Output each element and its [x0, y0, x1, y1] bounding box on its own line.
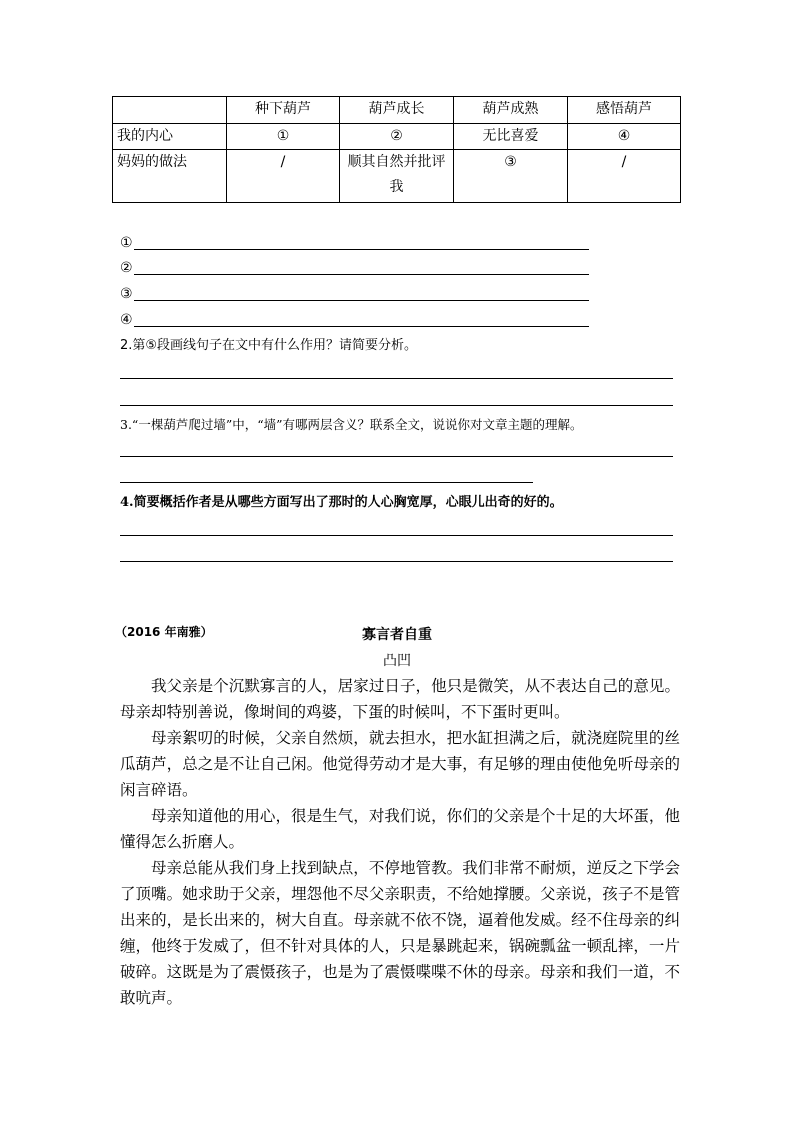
passage-source: （2016 年南雅）: [115, 625, 213, 639]
paragraph: 母亲絮叨的时候，父亲自然烦，就去担水，把水缸担满之后，就浇庭院里的丝瓜葫芦，总之是不让自己闲。他觉得劳动才是大事，有足够的理由使他免听母亲的闲言碎语。: [120, 729, 680, 799]
table-cell: ④: [568, 124, 681, 150]
table-row: [113, 124, 681, 150]
question-2: 2.第⑤段画线句子在文中有什么作用？请简要分析。: [120, 338, 418, 353]
answer-number: ②: [120, 260, 133, 276]
answer-rule: [134, 326, 589, 327]
table-header-cell: 葫芦成长: [340, 97, 454, 124]
table-header-cell: 种下葫芦: [227, 97, 340, 124]
question-table: [112, 96, 681, 203]
table-header-row: [113, 97, 681, 124]
answer-rule: [134, 274, 589, 275]
row-label: 我的内心: [113, 124, 227, 150]
answer-rule[interactable]: [120, 561, 673, 562]
answer-rule[interactable]: [120, 405, 673, 406]
paragraph: 母亲知道他的用心，很是生气，对我们说，你们的父亲是个十足的大坏蛋，他懂得怎么折磨人。: [120, 807, 680, 851]
table-cell: /: [227, 150, 340, 203]
table-header-cell: 感悟葫芦: [568, 97, 681, 124]
row-label: 妈妈的做法: [113, 150, 227, 203]
table-header-cell: [113, 97, 227, 124]
table-header-cell: 葫芦成熟: [454, 97, 568, 124]
table-cell: ①: [227, 124, 340, 150]
answer-rule: [134, 300, 589, 301]
paragraph: 母亲总能从我们身上找到缺点，不停地管教。我们非常不耐烦，逆反之下学会了顶嘴。她求助于父亲，埋怨他不尽父亲职责，不给她撑腰。父亲说，孩子不是管出来的，是长出来的，树大自直。母亲就不依不饶，逼着他发威。经不住母亲的纠缠，他终于发威了，但不针对具体的人，只是暴跳起来，锅碗瓢盆一顿乱摔，一片破碎。这既是为了震慑孩子，也是为了震慑喋喋不休的母亲。母亲和我们一道，不敢吭声。: [120, 859, 680, 1007]
answer-rule[interactable]: [120, 482, 533, 483]
table-cell: 顺其自然并批评我: [340, 150, 454, 203]
answer-line-4[interactable]: [120, 312, 134, 328]
answer-number: ③: [120, 286, 133, 302]
paragraph: 我父亲是个沉默寡言的人，居家过日子，他只是微笑，从不表达自己的意见。母亲却特别善说，像埘间的鸡婆，下蛋的时候叫，不下蛋时更叫。: [120, 677, 680, 721]
answer-rule[interactable]: [120, 456, 673, 457]
table-row: [113, 150, 681, 203]
answer-number: ④: [120, 312, 133, 328]
question-4: 4.简要概括作者是从哪些方面写出了那时的人心胸宽厚，心眼儿出奇的好的。: [120, 495, 563, 510]
answer-line-2[interactable]: [120, 260, 134, 276]
answer-rule[interactable]: [120, 378, 673, 379]
table-cell: 无比喜爱: [454, 124, 568, 150]
table-cell: ②: [340, 124, 454, 150]
question-3: 3.“一棵葫芦爬过墙”中，“墙”有哪两层含义？联系全文，说说你对文章主题的理解。: [120, 417, 583, 432]
answer-rule: [134, 249, 589, 250]
passage-title: 寡言者自重: [362, 627, 432, 643]
answer-number: ①: [120, 235, 133, 251]
passage-author: 凸凹: [383, 653, 411, 669]
answer-rule[interactable]: [120, 535, 673, 536]
passage-body: [120, 673, 680, 1011]
table-cell: /: [568, 150, 681, 203]
answer-line-3[interactable]: [120, 286, 134, 302]
table-cell: ③: [454, 150, 568, 203]
answer-line-1[interactable]: [120, 235, 134, 251]
